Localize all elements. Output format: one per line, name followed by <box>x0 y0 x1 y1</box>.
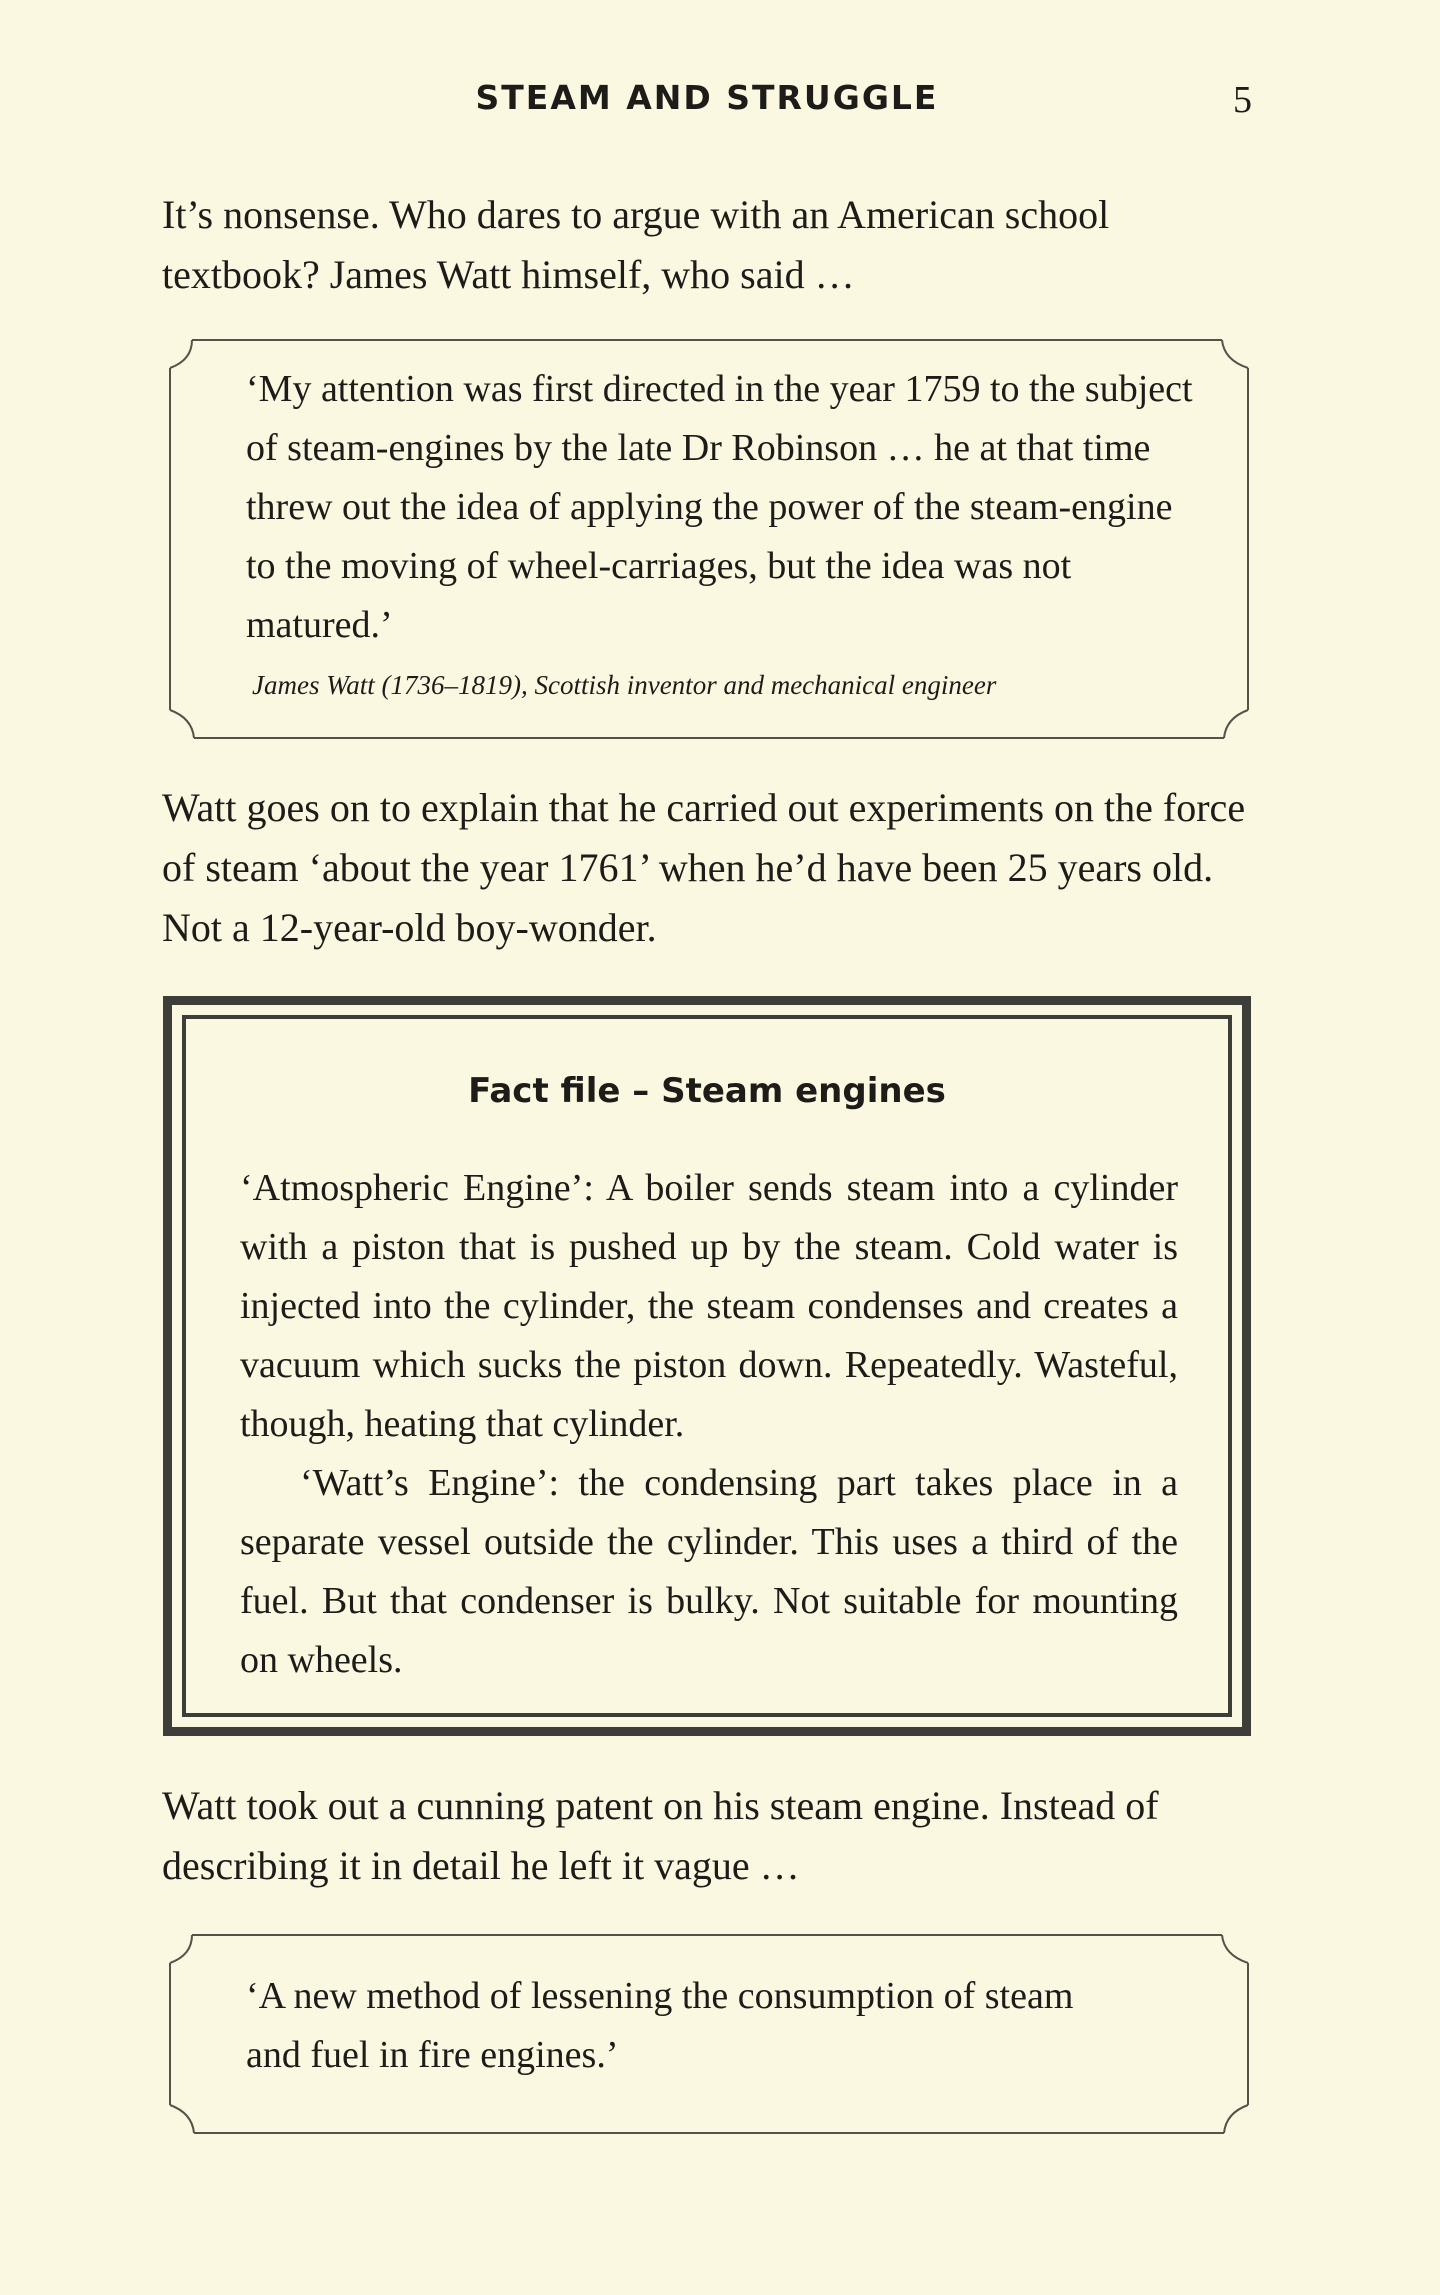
running-header <box>162 78 1252 128</box>
quote-box-watt <box>162 330 1256 750</box>
quote-watt-text: ‘My attention was first directed in the year 1759 to the subject of steam-engines by the late Dr Robinson … he at that time threw out the idea of applying the power of the steam-engine to the moving of wheel-carriages, but the idea was not matured.’ <box>246 368 1193 646</box>
fact-file-box <box>163 996 1251 1736</box>
fact-file-paragraph: ‘Watt’s Engine’: the condensing part takes place in a separate vessel outside the cylinder. This uses a third of the fuel. But that condenser is bulky. Not suitable for mounting on wheels. <box>240 1462 1178 1681</box>
page-number: 5 <box>1233 79 1252 121</box>
quote-box-patent <box>162 1925 1256 2145</box>
after-quote-paragraph: Watt goes on to explain that he carried out experiments on the force of steam ‘about the year 1761’ when he’d have been 25 years old. Not a 12-year-old boy-wonder. <box>162 785 1246 950</box>
fact-file-title: Fact file – Steam engines <box>468 1071 946 1111</box>
fact-file-inner <box>182 1015 1232 1717</box>
fact-file-body <box>240 1159 1178 1690</box>
quote-attribution: James Watt (1736–1819), Scottish inventor and mechanical engineer <box>252 670 997 700</box>
patent-paragraph: Watt took out a cunning patent on his steam engine. Instead of describing it in detail he left it vague … <box>162 1783 1159 1888</box>
fact-file-spacer <box>172 1005 1242 1727</box>
intro-paragraph: It’s nonsense. Who dares to argue with an American school textbook? James Watt himself, who said … <box>162 192 1110 297</box>
running-title: STEAM AND STRUGGLE <box>475 78 939 117</box>
quote-patent-text: ‘A new method of lessening the consumption of steam and fuel in fire engines.’ <box>246 1975 1074 2076</box>
fact-file-paragraph: ‘Atmospheric Engine’: A boiler sends steam into a cylinder with a piston that is pushed up by the steam. Cold water is injected into the cylinder, the steam condenses and creates a vacuum which sucks the piston down. Repeatedly. Wasteful, though, heating that cylinder. <box>240 1167 1178 1445</box>
